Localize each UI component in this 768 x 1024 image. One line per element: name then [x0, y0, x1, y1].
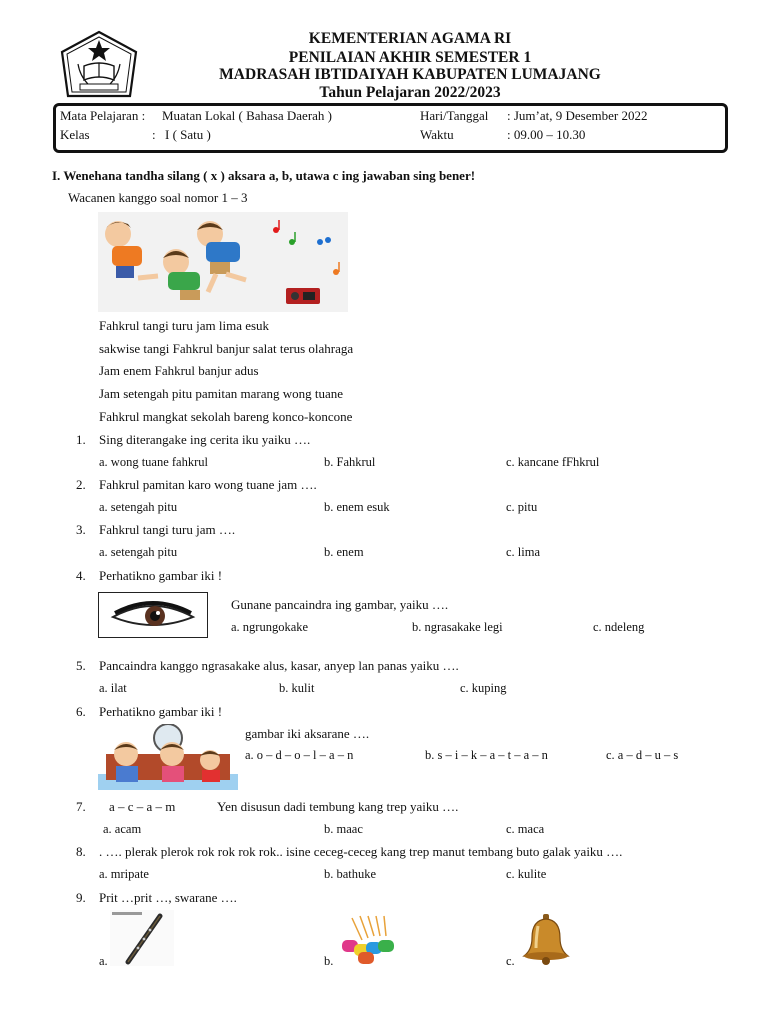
reading-intro: Wacanen kanggo soal nomor 1 – 3	[68, 190, 248, 205]
question-number: 6.	[76, 704, 86, 719]
header-year: Tahun Pelajaran 2022/2023	[319, 84, 501, 101]
question-text: Prit …prit …, swarane ….	[99, 890, 237, 905]
question-text: Fahkrul tangi turu jam ….	[99, 522, 236, 537]
question-number: 7.	[76, 799, 86, 814]
whistles-image[interactable]	[338, 912, 398, 966]
section-instruction: I. Wenehana tandha silang ( x ) aksara a, b, utawa c ing jawaban sing bener!	[52, 168, 476, 183]
option-a[interactable]: a. setengah pitu	[99, 545, 178, 559]
flute-image[interactable]	[110, 910, 174, 966]
option-c[interactable]: c. kulite	[506, 867, 547, 881]
question-text: Perhatikno gambar iki !	[99, 568, 223, 583]
option-c[interactable]: c. maca	[506, 822, 545, 836]
option-b[interactable]: b. kulit	[279, 681, 315, 695]
story-line-4: Jam setengah pitu pamitan marang wong tuane	[99, 386, 344, 401]
option-a[interactable]: a. mripate	[99, 867, 149, 881]
option-b[interactable]: b. maac	[324, 822, 363, 836]
class-label: Kelas	[60, 127, 90, 142]
question-subtext: gambar iki aksarane ….	[245, 726, 370, 741]
option-a[interactable]: a. wong tuane fahkrul	[99, 455, 208, 469]
time-value: : 09.00 – 10.30	[507, 127, 586, 142]
story-line-2: sakwise tangi Fahkrul banjur salat terus olahraga	[99, 341, 354, 356]
question-number: 9.	[76, 890, 86, 905]
option-c[interactable]: c. kancane fFhkrul	[506, 455, 600, 469]
option-a[interactable]: a. o – d – o – l – a – n	[245, 748, 354, 762]
question-number: 1.	[76, 432, 86, 447]
option-b[interactable]: b. s – i – k – a – t – a – n	[425, 748, 548, 762]
option-b[interactable]: b.	[324, 954, 334, 968]
header-ministry: KEMENTERIAN AGAMA RI	[308, 30, 512, 47]
story-line-3: Jam enem Fahkrul banjur adus	[99, 363, 259, 378]
option-b[interactable]: b. ngrasakake legi	[412, 620, 503, 634]
question-number: 2.	[76, 477, 86, 492]
option-b[interactable]: b. Fahkrul	[324, 455, 376, 469]
eye-image	[98, 592, 208, 638]
header-school: MADRASAH IBTIDAIYAH KABUPATEN LUMAJANG	[219, 66, 601, 83]
question-text: Yen disusun dadi tembung kang trep yaiku ….	[217, 799, 459, 814]
question-number: 3.	[76, 522, 86, 537]
question-text: Perhatikno gambar iki !	[99, 704, 223, 719]
question-number: 4.	[76, 568, 86, 583]
subject-value: Muatan Lokal ( Bahasa Daerah )	[162, 108, 333, 123]
option-c[interactable]: c. kuping	[460, 681, 507, 695]
question-text: Fahkrul pamitan karo wong tuane jam ….	[99, 477, 317, 492]
scrambled-word: a – c – a – m	[109, 799, 176, 814]
bell-image[interactable]	[518, 912, 574, 968]
exercise-illustration	[98, 212, 348, 312]
question-text: Sing diterangake ing cerita iku yaiku ….	[99, 432, 311, 447]
option-c[interactable]: c. a – d – u – s	[606, 748, 679, 762]
question-number: 5.	[76, 658, 86, 673]
option-c[interactable]: c. lima	[506, 545, 541, 559]
option-b[interactable]: b. enem	[324, 545, 364, 559]
header-exam: PENILAIAN AKHIR SEMESTER 1	[288, 49, 532, 66]
option-a[interactable]: a. ngrungokake	[231, 620, 309, 634]
option-a[interactable]: a.	[99, 954, 108, 968]
option-c[interactable]: c. ndeleng	[593, 620, 645, 634]
story-line-5: Fahkrul mangkat sekolah bareng konco-koncone	[99, 409, 353, 424]
question-number: 8.	[76, 844, 86, 859]
question-text: . …. plerak plerok rok rok rok rok.. isine ceceg-ceceg kang trep manut tembang buto galak yaiku ….	[99, 844, 623, 859]
time-label: Waktu	[420, 127, 454, 142]
option-c[interactable]: c. pitu	[506, 500, 538, 514]
question-text: Pancaindra kanggo ngrasakake alus, kasar, anyep lan panas yaiku ….	[99, 658, 459, 673]
subject-label: Mata Pelajaran :	[60, 108, 146, 123]
date-value: : Jum’at, 9 Desember 2022	[507, 108, 648, 123]
ministry-logo	[58, 30, 140, 100]
toothbrush-illustration	[98, 724, 238, 790]
option-a[interactable]: a. ilat	[99, 681, 127, 695]
option-a[interactable]: a. acam	[103, 822, 142, 836]
option-c[interactable]: c.	[506, 954, 515, 968]
option-b[interactable]: b. bathuke	[324, 867, 377, 881]
class-value: I ( Satu )	[165, 127, 211, 142]
date-label: Hari/Tanggal	[420, 108, 489, 123]
question-subtext: Gunane pancaindra ing gambar, yaiku ….	[231, 597, 449, 612]
option-a[interactable]: a. setengah pitu	[99, 500, 178, 514]
class-separator: :	[152, 127, 156, 142]
option-b[interactable]: b. enem esuk	[324, 500, 390, 514]
story-line-1: Fahkrul tangi turu jam lima esuk	[99, 318, 270, 333]
